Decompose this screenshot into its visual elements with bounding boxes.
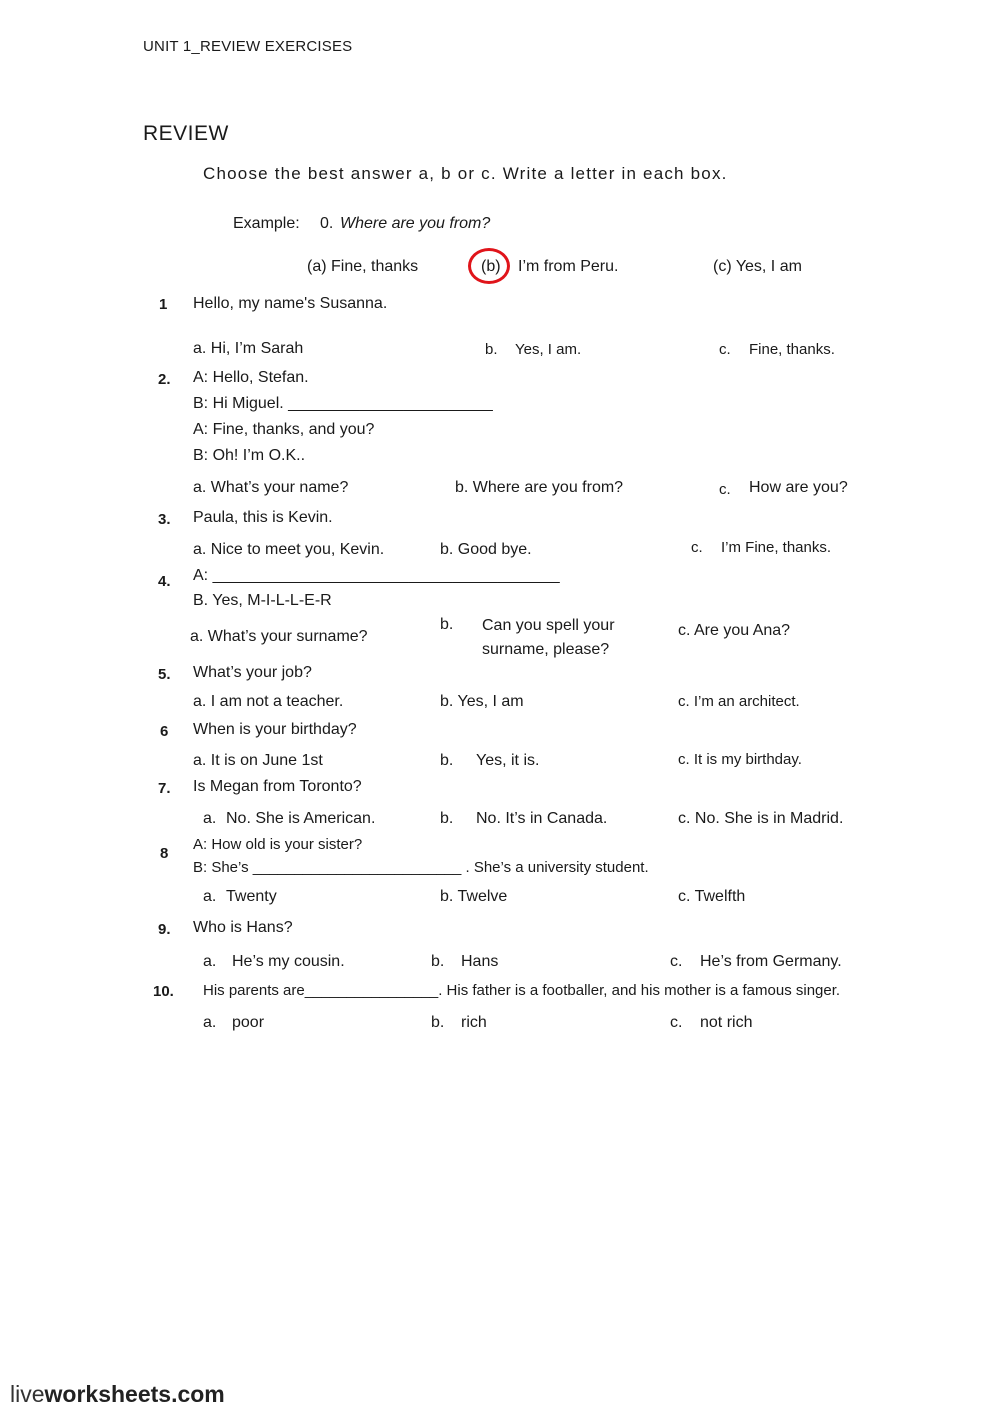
- question-2-line-2: B: Hi Miguel. _______________________: [193, 395, 493, 412]
- question-8-option-c[interactable]: c. Twelfth: [678, 888, 746, 905]
- question-6-option-a[interactable]: a. It is on June 1st: [193, 752, 323, 769]
- question-4-option-a[interactable]: a. What’s your surname?: [190, 628, 368, 645]
- example-number: 0.: [320, 215, 334, 232]
- example-option-c: (c) Yes, I am: [713, 258, 802, 275]
- question-9-option-a[interactable]: He’s my cousin.: [232, 953, 345, 970]
- question-1-option-c-letter: c.: [719, 341, 731, 358]
- question-4-number: 4.: [158, 573, 171, 590]
- question-9-text: Who is Hans?: [193, 919, 293, 936]
- question-8-line-1: A: How old is your sister?: [193, 836, 363, 853]
- question-2-option-c[interactable]: How are you?: [749, 479, 848, 496]
- question-1-option-a[interactable]: a. Hi, I’m Sarah: [193, 340, 304, 357]
- question-2-option-a[interactable]: a. What’s your name?: [193, 479, 349, 496]
- page-title: REVIEW: [143, 122, 229, 145]
- question-4-line-2: B. Yes, M-I-L-L-E-R: [193, 592, 332, 609]
- question-10-option-a[interactable]: poor: [232, 1014, 265, 1031]
- question-6-option-b[interactable]: Yes, it is.: [476, 752, 540, 769]
- question-2-line-1: A: Hello, Stefan.: [193, 369, 309, 386]
- question-2-number: 2.: [158, 371, 171, 388]
- question-8-line-2: B: She’s _________________________ . She’s a university student.: [193, 859, 649, 876]
- question-7-number: 7.: [158, 780, 171, 797]
- question-7-option-a[interactable]: No. She is American.: [226, 810, 376, 827]
- question-9-option-b-letter: b.: [431, 953, 445, 970]
- example-question: Where are you from?: [340, 215, 491, 232]
- question-4-option-b-letter: b.: [440, 616, 454, 633]
- question-1-option-b[interactable]: Yes, I am.: [515, 341, 582, 358]
- question-9-option-c[interactable]: He’s from Germany.: [700, 953, 842, 970]
- example-option-b-letter: (b): [481, 258, 501, 275]
- question-7-text: Is Megan from Toronto?: [193, 778, 362, 795]
- question-8-number: 8: [160, 845, 169, 862]
- question-10-option-c-letter: c.: [670, 1014, 683, 1031]
- question-2-line-3: A: Fine, thanks, and you?: [193, 421, 375, 438]
- question-5-option-b[interactable]: b. Yes, I am: [440, 693, 524, 710]
- footer-logo-live: live: [10, 1381, 45, 1407]
- question-3-option-b[interactable]: b. Good bye.: [440, 541, 532, 558]
- question-5-text: What’s your job?: [193, 664, 312, 681]
- question-3-option-c-letter: c.: [691, 539, 703, 556]
- question-3-option-a[interactable]: a. Nice to meet you, Kevin.: [193, 541, 385, 558]
- question-2-option-b[interactable]: b. Where are you from?: [455, 479, 624, 496]
- question-1-text: Hello, my name's Susanna.: [193, 295, 388, 312]
- question-1-number: 1: [159, 296, 168, 313]
- example-option-b: I’m from Peru.: [518, 258, 619, 275]
- question-6-text: When is your birthday?: [193, 721, 357, 738]
- question-9-number: 9.: [158, 921, 171, 938]
- question-8-option-a-letter: a.: [203, 888, 217, 905]
- question-6-option-b-letter: b.: [440, 752, 454, 769]
- question-4-option-b[interactable]: Can you spell your surname, please?: [482, 617, 615, 658]
- question-3-number: 3.: [158, 511, 171, 528]
- page-header: UNIT 1_REVIEW EXERCISES: [143, 38, 353, 55]
- question-10-option-b[interactable]: rich: [461, 1014, 487, 1031]
- question-1-option-b-letter: b.: [485, 341, 498, 358]
- question-9-option-a-letter: a.: [203, 953, 217, 970]
- question-2-option-c-letter: c.: [719, 481, 731, 498]
- question-8-option-b[interactable]: b. Twelve: [440, 888, 508, 905]
- example-label: Example:: [233, 215, 300, 232]
- question-3-option-c[interactable]: I’m Fine, thanks.: [721, 539, 832, 556]
- question-4-line-1: A: _______________________________________: [193, 567, 560, 584]
- question-7-option-c[interactable]: c. No. She is in Madrid.: [678, 810, 844, 827]
- question-4-option-c[interactable]: c. Are you Ana?: [678, 622, 791, 639]
- question-5-option-c[interactable]: c. I’m an architect.: [678, 693, 800, 710]
- question-7-option-a-letter: a.: [203, 810, 217, 827]
- question-1-option-c[interactable]: Fine, thanks.: [749, 341, 835, 358]
- question-2-line-4: B: Oh! I’m O.K..: [193, 447, 306, 464]
- question-7-option-b[interactable]: No. It’s in Canada.: [476, 810, 608, 827]
- question-10-option-a-letter: a.: [203, 1014, 217, 1031]
- question-10-text: His parents are________________. His father is a footballer, and his mother is a famous singer.: [203, 982, 841, 999]
- question-10-number: 10.: [153, 983, 174, 1000]
- question-9-option-b[interactable]: Hans: [461, 953, 499, 970]
- footer-logo-rest: worksheets.com: [44, 1381, 225, 1407]
- question-10-option-b-letter: b.: [431, 1014, 445, 1031]
- question-6-option-c[interactable]: c. It is my birthday.: [678, 751, 802, 768]
- question-9-option-c-letter: c.: [670, 953, 683, 970]
- question-6-number: 6: [160, 723, 169, 740]
- footer-logo[interactable]: [10, 1381, 225, 1408]
- question-10-option-c[interactable]: not rich: [700, 1014, 753, 1031]
- question-7-option-b-letter: b.: [440, 810, 454, 827]
- example-option-a: (a) Fine, thanks: [307, 258, 419, 275]
- instructions: Choose the best answer a, b or c. Write a letter in each box.: [203, 164, 728, 183]
- question-8-option-a[interactable]: Twenty: [226, 888, 277, 905]
- question-5-option-a[interactable]: a. I am not a teacher.: [193, 693, 344, 710]
- question-5-number: 5.: [158, 666, 171, 683]
- question-3-text: Paula, this is Kevin.: [193, 509, 333, 526]
